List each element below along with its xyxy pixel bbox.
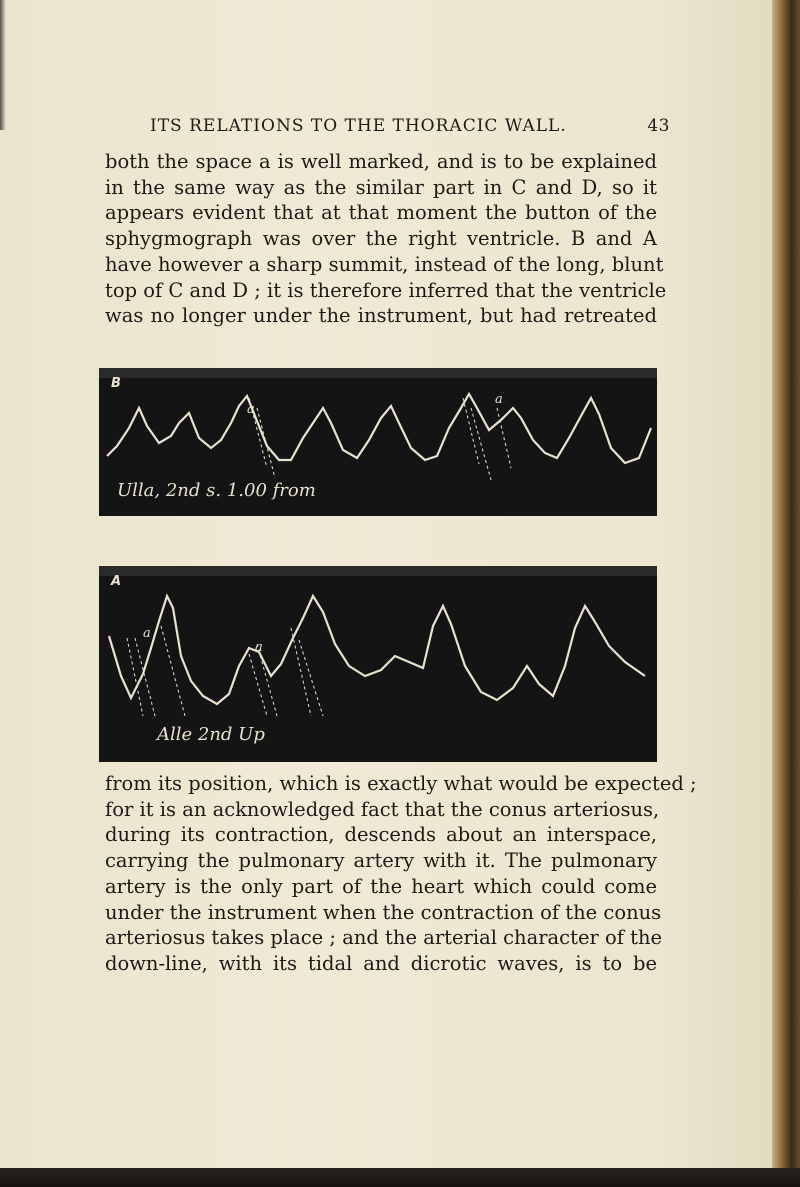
figure-letter-b: B — [111, 376, 121, 391]
wave-label: a — [143, 626, 151, 641]
text-line: sphygmograph was over the right ventricle. B and A — [105, 227, 657, 251]
text-line: both the space a is well marked, and is to be explained — [105, 150, 657, 173]
text-line: was no longer under the instrument, but had retreated — [105, 304, 657, 328]
text-line: have however a sharp summit, instead of the long, blunt — [105, 252, 664, 276]
running-title: ITS RELATIONS TO THE THORACIC WALL. — [150, 116, 567, 136]
text-line: under the instrument when the contraction of the conus — [105, 900, 662, 924]
handwritten-note-a: Alle 2nd Up — [157, 724, 265, 745]
sphygmograph-tracing-b — [99, 368, 657, 516]
wave-label: a — [495, 392, 503, 407]
text-line: top of C and D ; it is therefore inferred that the ventricle — [105, 278, 667, 302]
text-line: down-line, with its tidal and dicrotic waves, is to be — [105, 951, 657, 975]
book-bottom-edge — [0, 1168, 800, 1187]
text-line: during its contraction, descends about an interspace, — [105, 823, 657, 847]
page-number: 43 — [647, 116, 670, 136]
book-spine — [772, 0, 800, 1187]
wave-label: a — [247, 402, 255, 417]
paragraph-top — [105, 149, 667, 329]
running-header — [150, 116, 670, 136]
text-line: from its position, which is exactly what would be expected ; — [105, 772, 697, 795]
page-edge-shadow — [0, 0, 6, 130]
text-line: carrying the pulmonary artery with it. The pulmonary — [105, 849, 657, 873]
text-line: appears evident that at that moment the button of the — [105, 201, 657, 225]
figure-letter-a: A — [111, 574, 122, 589]
text-line: in the same way as the similar part in C and D, so it — [105, 175, 657, 199]
text-line: artery is the only part of the heart which could come — [105, 874, 657, 898]
handwritten-note-b: Ulla, 2nd s. 1.00 from — [117, 480, 316, 501]
text-line: for it is an acknowledged fact that the conus arteriosus, — [105, 797, 660, 821]
paragraph-bottom — [105, 771, 697, 977]
wave-label: a — [255, 640, 263, 655]
sphygmograph-tracing-a — [99, 566, 657, 762]
text-line: arteriosus takes place ; and the arterial character of the — [105, 926, 663, 950]
